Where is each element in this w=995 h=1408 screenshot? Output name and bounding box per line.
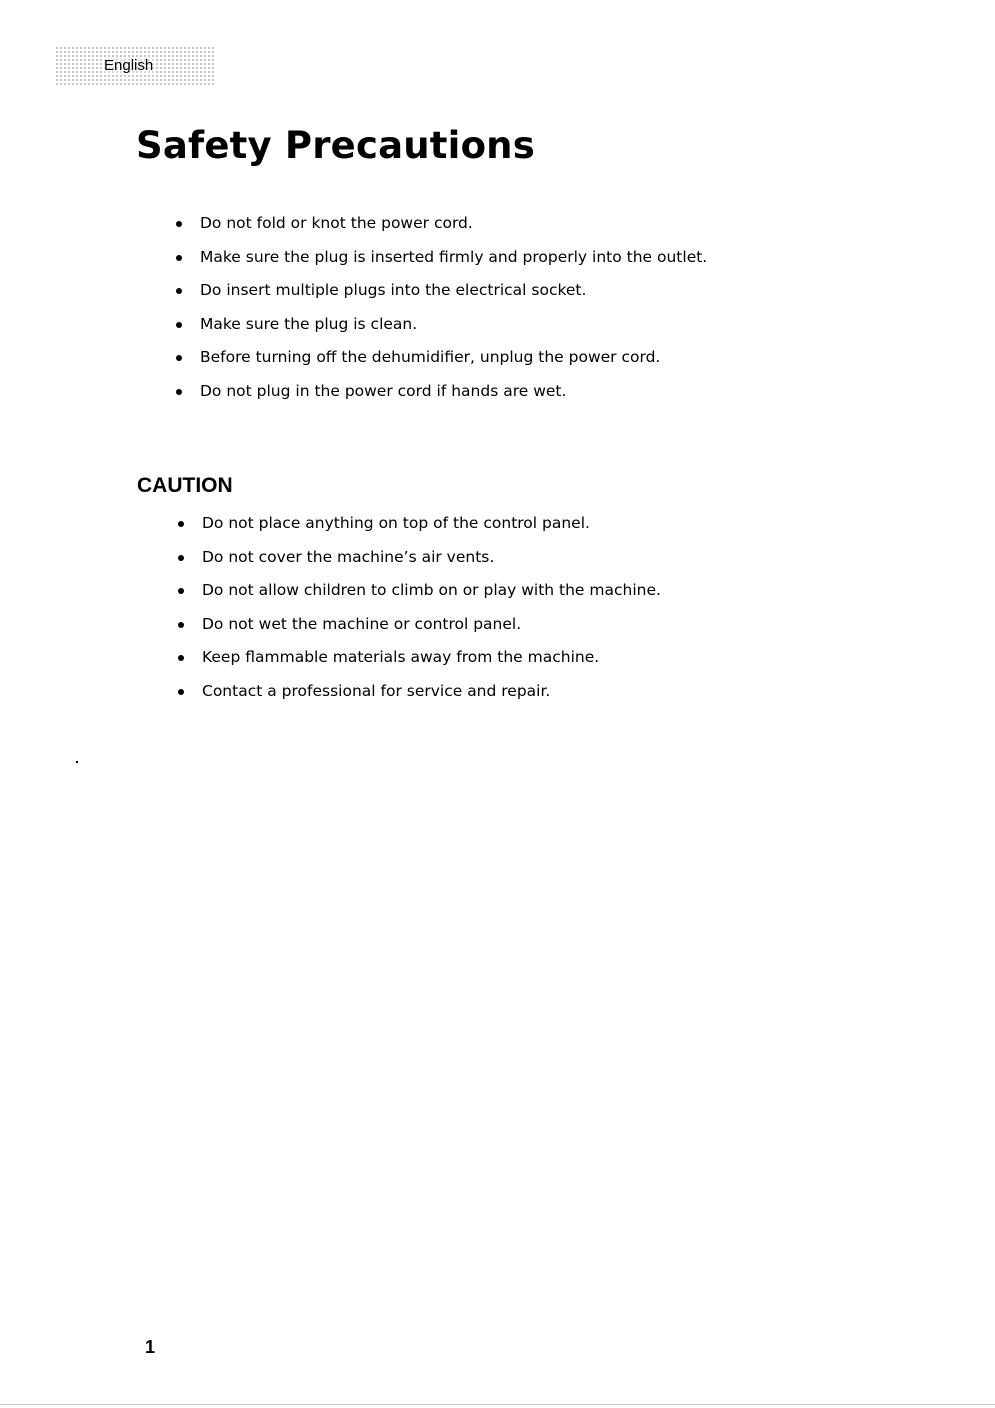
list-item <box>176 207 707 241</box>
list-item-text: Do not wet the machine or control panel. <box>202 614 522 633</box>
list-item <box>176 308 707 342</box>
footer-divider <box>0 1404 995 1405</box>
language-label: English <box>104 57 154 74</box>
precautions-list <box>176 207 707 408</box>
bullet-icon <box>178 521 184 527</box>
list-item-text: Do not allow children to climb on or play with the machine. <box>202 581 661 599</box>
list-item <box>178 675 661 709</box>
list-item-text: Keep flammable materials away from the machine. <box>202 648 600 666</box>
bullet-icon <box>176 288 182 294</box>
caution-heading: CAUTION <box>137 474 233 497</box>
list-item-text: Do not place anything on top of the control panel. <box>202 514 590 532</box>
bullet-icon <box>176 355 182 361</box>
list-item <box>178 641 661 675</box>
bullet-icon <box>176 389 182 395</box>
page-title: Safety Precautions <box>136 124 535 167</box>
caution-list <box>178 507 661 708</box>
list-item-text: Do not cover the machine’s air vents. <box>202 547 495 566</box>
bullet-icon <box>178 555 184 561</box>
list-item <box>178 608 661 642</box>
language-tag <box>55 46 215 86</box>
bullet-icon <box>176 322 182 328</box>
list-item-text: Contact a professional for service and repair. <box>202 681 551 700</box>
list-item <box>176 375 707 409</box>
list-item <box>178 574 661 608</box>
page-number: 1 <box>145 1337 156 1357</box>
list-item-text: Do not fold or knot the power cord. <box>200 214 473 232</box>
list-item <box>176 241 707 275</box>
bullet-icon <box>178 622 184 628</box>
list-item-text: Make sure the plug is inserted firmly and properly into the outlet. <box>200 247 708 266</box>
list-item <box>178 507 661 541</box>
list-item-text: Do insert multiple plugs into the electrical socket. <box>200 281 587 299</box>
list-item <box>176 341 707 375</box>
list-item <box>178 541 661 575</box>
bullet-icon <box>176 255 182 261</box>
list-item <box>176 274 707 308</box>
list-item-text: Before turning off the dehumidifier, unplug the power cord. <box>200 348 661 366</box>
bullet-icon <box>176 221 182 227</box>
bullet-icon <box>178 655 184 661</box>
list-item-text: Do not plug in the power cord if hands are wet. <box>200 381 567 400</box>
list-item-text: Make sure the plug is clean. <box>200 314 418 333</box>
scan-speck <box>76 761 78 763</box>
bullet-icon <box>178 689 184 695</box>
bullet-icon <box>178 588 184 594</box>
